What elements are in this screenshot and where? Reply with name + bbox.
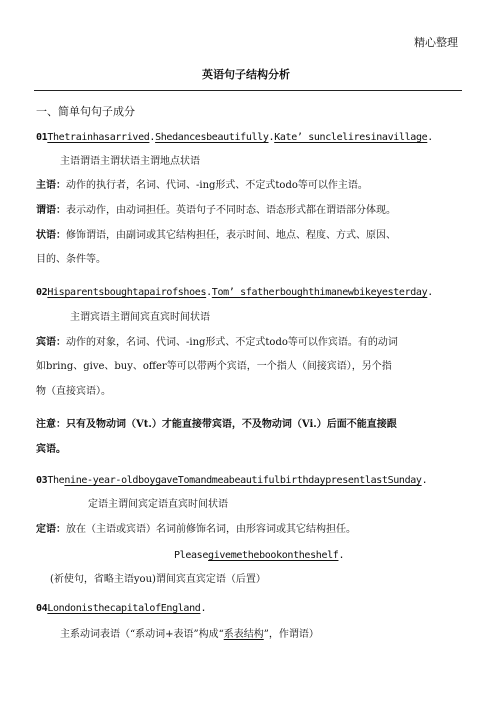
notice-cont: 宾语。 [36, 444, 66, 455]
punct: . [200, 603, 207, 614]
punct: . [338, 550, 345, 561]
example-04 [36, 601, 206, 616]
definition-adverbial-cont: 目的、条件等。 [36, 254, 106, 265]
example-please-annotation: (祈使句，省略主语you)谓间宾直宾定语（后置） [50, 574, 266, 585]
example-03 [36, 473, 427, 488]
definition-text: 动作的执行者，名词、代词、-ing形式、不定式todo等可以作主语。 [66, 180, 368, 191]
page-title: 英语句子结构分析 [202, 68, 290, 81]
example-part: Hisparentsboughtapairofshoes [47, 287, 207, 298]
example-02 [36, 285, 433, 300]
example-part: Shedancesbeautifully [155, 132, 269, 143]
term: 主语： [36, 180, 66, 191]
example-part: LondonisthecapitalofEngland [47, 603, 201, 614]
punct: . [427, 287, 433, 298]
definition-text: 表示动作，由动词担任。英语句子不同时态、语态形式都在谓语部分体现。 [66, 205, 396, 216]
example-number: 02 [36, 287, 48, 298]
definition-subject [36, 178, 368, 193]
punct: . [268, 132, 275, 143]
example-part: givemethebookontheshelf [208, 550, 339, 561]
title-divider [34, 90, 462, 91]
definition-attributive [36, 522, 356, 537]
term: 定语： [36, 524, 66, 535]
punct: . [421, 475, 428, 486]
term: 宾语： [36, 337, 66, 348]
definition-object-cont: 如bring、give、buy、offer等可以带两个宾语，一个指人（间接宾语），另个指 [36, 361, 392, 372]
example-part: Kate’ suncleliresinavillage [274, 132, 428, 143]
example-part: Tom’ sfatherboughthimanewbikeyesterday [211, 287, 428, 298]
header-corner-label: 精心整理 [414, 36, 458, 49]
example-part: Please [174, 550, 209, 561]
example-number: 01 [36, 132, 48, 143]
term: 状语： [36, 230, 66, 241]
definition-text: 放在（主语或宾语）名词前修饰名词，由形容词或其它结构担任。 [66, 524, 356, 535]
example-02-annotation: 主谓宾语主谓间宾直宾时间状语 [70, 312, 210, 323]
punct: . [149, 132, 156, 143]
example-01-annotation: 主语谓语主谓状语主谓地点状语 [60, 156, 200, 167]
example-03-annotation: 定语主谓间宾定语直宾时间状语 [88, 499, 228, 510]
example-part: The [47, 475, 65, 486]
term: 谓语： [36, 205, 66, 216]
example-number: 03 [36, 475, 48, 486]
definition-text: 修饰谓语，由副词或其它结构担任，表示时间、地点、程度、方式、原因、 [66, 230, 396, 241]
section-heading: 一、简单句句子成分 [36, 105, 135, 118]
example-part: Thetrainhasarrived [47, 132, 150, 143]
example-please [174, 548, 344, 563]
example-01 [36, 130, 433, 145]
notice: 注意：只有及物动词（Vt.）才能直接带宾语，不及物动词（Vi.）后面不能直接跟 [36, 419, 397, 430]
definition-text: 动作的对象，名词、代词、-ing形式、不定式todo等可以作宾语。有的动词 [66, 337, 398, 348]
definition-predicate [36, 203, 396, 218]
link-text[interactable]: 系表结构 [223, 629, 264, 640]
example-part: nine-year-oldboygaveTomandmeabeautifulbirthdaypresentlastSunday [64, 475, 422, 486]
definition-object-cont: 物（直接宾语）。 [36, 386, 111, 397]
example-04-annotation [60, 627, 319, 642]
punct: . [206, 287, 212, 298]
example-number: 04 [36, 603, 48, 614]
annotation-text: ”，作谓语） [263, 629, 319, 640]
annotation-text: 主系动词表语（“系动词+表语”构成“ [60, 629, 224, 640]
punct: . [427, 132, 433, 143]
definition-adverbial [36, 228, 396, 243]
definition-object [36, 335, 398, 350]
